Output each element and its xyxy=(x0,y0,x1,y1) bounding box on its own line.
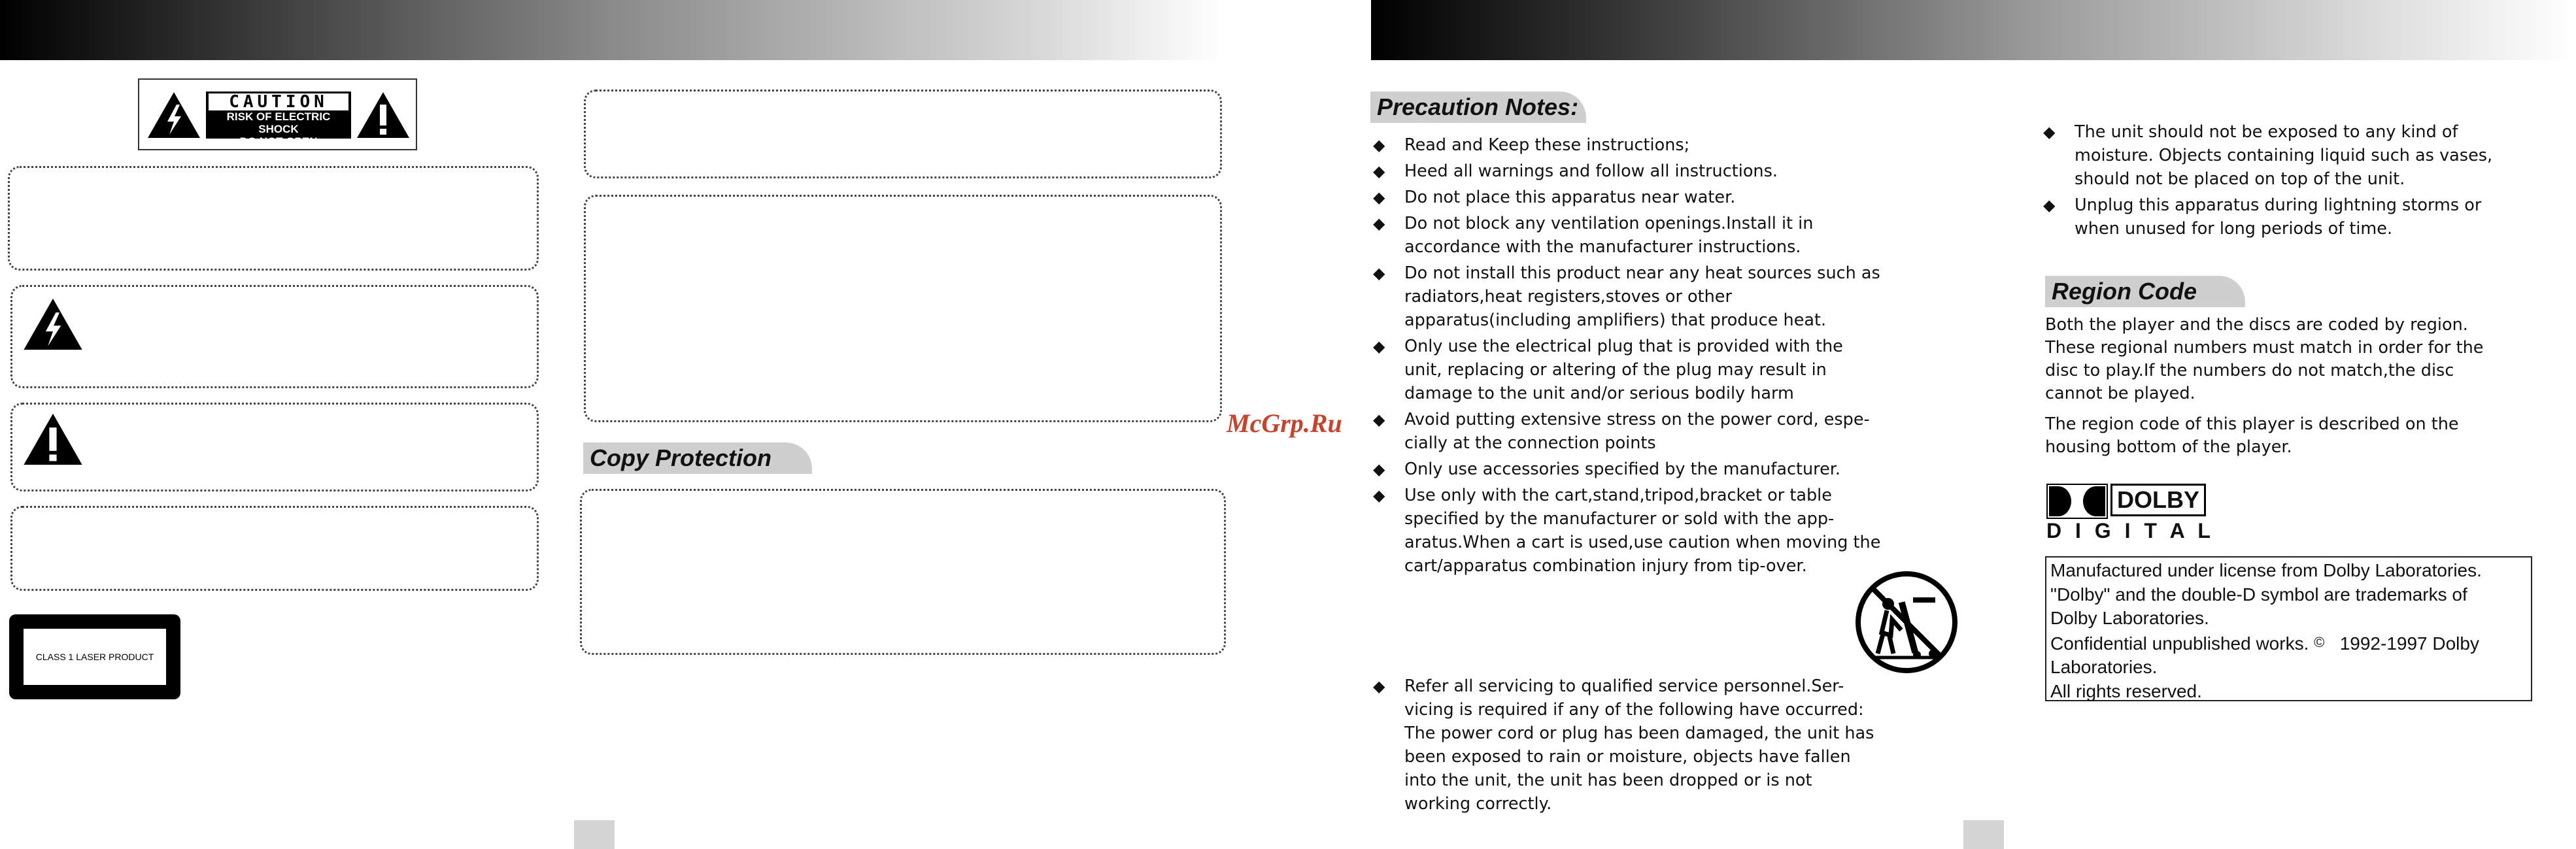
moisture-item: ◆ The unit should not be exposed to any kind of moisture. Objects containing liquid such as vases, should not be placed on top of the unit. xyxy=(2043,120,2501,191)
precaution-item: ◆ Heed all warnings and follow all instructions. xyxy=(1373,159,1883,183)
region-paragraph-2: The region code of this player is described on the housing bottom of the player. xyxy=(2045,414,2459,457)
dolby-notice-text: Confidential unpublished works. xyxy=(2050,633,2309,654)
dolby-notice-line: Manufactured under license from Dolby Laboratories. xyxy=(2050,560,2482,580)
lightning-symbol-box xyxy=(10,285,539,388)
laser-product-text: CLASS 1 LASER PRODUCT xyxy=(24,629,166,685)
caution-line-2: DO NOT OPEN xyxy=(239,135,318,148)
caution-title: CAUTION xyxy=(209,93,348,110)
page-number-tab-right xyxy=(1963,820,2004,849)
warning-text-box-1 xyxy=(8,166,539,271)
dolby-digital-text: D I G I T A L xyxy=(2046,519,2214,542)
dolby-notice-line: "Dolby" and the double-D symbol are trademarks of xyxy=(2050,584,2467,605)
precaution-item: ◆ Read and Keep these instructions; xyxy=(1373,133,1883,157)
dolby-notice-box xyxy=(2045,556,2532,701)
header-gradient-right xyxy=(1371,0,2576,60)
exclamation-symbol-box xyxy=(10,403,539,491)
precaution-item: ◆ Avoid putting extensive stress on the power cord, espe-cially at the connection points xyxy=(1373,408,1883,455)
copy-protection-box xyxy=(580,489,1226,655)
dolby-digital-logo xyxy=(2046,484,2216,544)
precaution-item: ◆ Do not install this product near any heat sources such as radiators,heat registers,stoves or other apparatus(including amplifiers) that produce heat. xyxy=(1373,261,1883,332)
dolby-notice-years: 1992-1997 Dolby xyxy=(2339,633,2479,654)
caution-text-block xyxy=(206,92,351,148)
dolby-notice-line: Dolby Laboratories. xyxy=(2050,608,2209,628)
exclamation-warning-icon xyxy=(355,90,411,140)
double-d-icon xyxy=(2046,484,2108,519)
precaution-list xyxy=(1373,133,1883,580)
dolby-notice-line: Laboratories. xyxy=(2050,657,2158,677)
watermark: McGrp.Ru xyxy=(1227,408,1342,438)
notice-box-top xyxy=(584,90,1222,178)
notice-box-large xyxy=(584,195,1222,422)
precaution-item: ◆ Only use the electrical plug that is provided with the unit, replacing or altering of the plug may result in damage to the unit and/or serious bodily harm xyxy=(1373,335,1883,405)
region-paragraph-1: Both the player and the discs are coded by region. These regional numbers must match in order for the disc to play.If the numbers do not match,the disc cannot be played. xyxy=(2045,315,2484,403)
region-code-heading: Region Code xyxy=(2045,276,2245,307)
lightning-symbol-icon xyxy=(22,296,84,352)
copyright-icon: © xyxy=(2314,633,2325,650)
moisture-item: ◆ Unplug this apparatus during lightning storms or when unused for long periods of time. xyxy=(2043,193,2501,241)
moisture-list xyxy=(2043,120,2501,243)
caution-line-1: RISK OF ELECTRIC SHOCK xyxy=(226,110,331,135)
page-number-tab-left xyxy=(574,820,615,849)
lightning-warning-icon xyxy=(146,90,202,140)
dolby-notice-line xyxy=(2050,631,2527,656)
cart-tip-over-icon xyxy=(1854,570,1959,674)
servicing-list xyxy=(1373,674,1883,818)
laser-product-label xyxy=(9,614,180,699)
exclamation-symbol-icon xyxy=(22,411,84,467)
servicing-item: ◆ Refer all servicing to qualified service personnel.Ser-vicing is required if any of the following have occurred: The power cord or plug has been damaged, the unit has been exposed to rain or moisture, objects have fallen into the unit, the unit has been dropped or is not working correctly. xyxy=(1373,674,1883,816)
caution-label-box xyxy=(138,78,417,150)
dolby-wordmark: DOLBY xyxy=(2110,484,2206,516)
precaution-notes-heading: Precaution Notes: xyxy=(1370,92,1586,123)
precaution-item: ◆ Only use accessories specified by the manufacturer. xyxy=(1373,458,1883,481)
header-gradient-left xyxy=(0,0,1223,60)
precaution-item: ◆ Do not block any ventilation openings.Install it in accordance with the manufacturer instructions. xyxy=(1373,212,1883,259)
precaution-item: ◆ Do not place this apparatus near water. xyxy=(1373,186,1883,209)
copy-protection-heading: Copy Protection xyxy=(583,442,812,474)
warning-text-box-2 xyxy=(10,506,539,591)
precaution-item: ◆ Use only with the cart,stand,tripod,bracket or table specified by the manufacturer or sold with the app-aratus.When a cart is used,use caution when moving the cart/apparatus combination injury from tip-over. xyxy=(1373,484,1883,578)
dolby-notice-line: All rights reserved. xyxy=(2050,680,2202,701)
